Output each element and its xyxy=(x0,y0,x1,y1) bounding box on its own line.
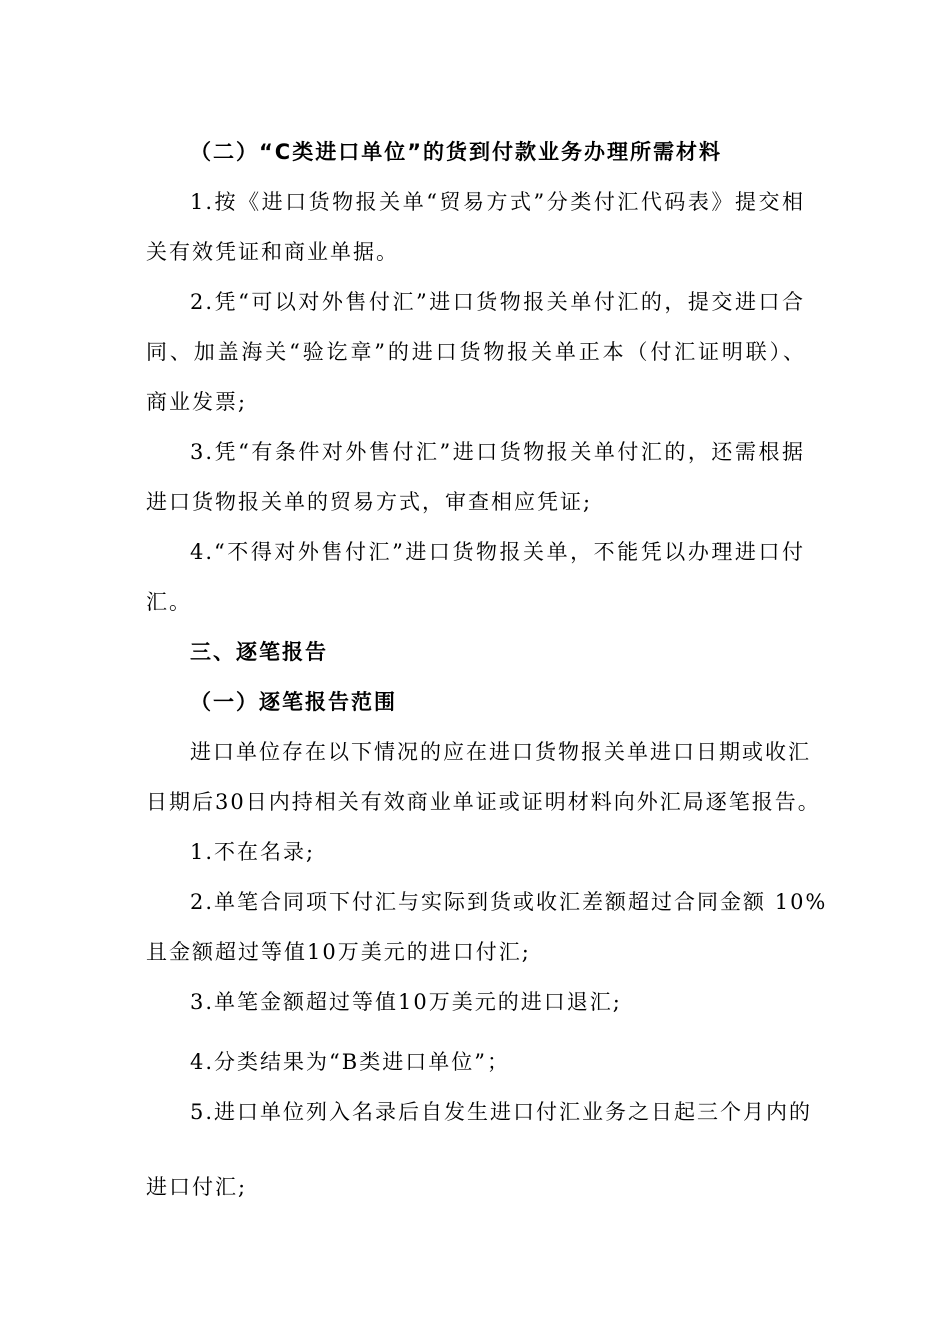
c-item4-line1: 4.“不得对外售付汇”进口货物报关单，不能凭以办理进口付 xyxy=(190,540,805,564)
intro-line1: 进口单位存在以下情况的应在进口货物报关单进口日期或收汇 xyxy=(190,740,811,764)
c-item3-line2: 进口货物报关单的贸易方式，审查相应凭证; xyxy=(146,490,593,514)
c-item2-line2: 同、加盖海关“验讫章”的进口货物报关单正本（付汇证明联）、 xyxy=(146,340,806,364)
r-item5-line1: 5.进口单位列入名录后自发生进口付汇业务之日起三个月内的 xyxy=(190,1100,813,1124)
r-item5-line2: 进口付汇; xyxy=(146,1175,248,1199)
section3-sub1-heading: （一）逐笔报告范围 xyxy=(190,690,397,714)
section-c-heading: （二）“C类进口单位”的货到付款业务办理所需材料 xyxy=(190,140,723,164)
section3-heading: 三、逐笔报告 xyxy=(190,640,328,664)
intro-line2: 日期后30日内持相关有效商业单证或证明材料向外汇局逐笔报告。 xyxy=(146,790,821,814)
c-item2-line1: 2.凭“可以对外售付汇”进口货物报关单付汇的，提交进口合 xyxy=(190,290,805,314)
c-item1-line2: 关有效凭证和商业单据。 xyxy=(146,240,399,264)
r-item4: 4.分类结果为“B类进口单位”； xyxy=(190,1050,510,1074)
c-item2-line3: 商业发票; xyxy=(146,390,248,414)
c-item4-line2: 汇。 xyxy=(146,590,192,614)
r-item2-line2: 且金额超过等值10万美元的进口付汇; xyxy=(146,940,531,964)
c-item1-line1: 1.按《进口货物报关单“贸易方式”分类付汇代码表》提交相 xyxy=(190,190,805,214)
r-item2-line1: 2.单笔合同项下付汇与实际到货或收汇差额超过合同金额 10% xyxy=(190,890,828,914)
r-item1: 1.不在名录; xyxy=(190,840,316,864)
c-item3-line1: 3.凭“有条件对外售付汇”进口货物报关单付汇的，还需根据 xyxy=(190,440,805,464)
r-item3: 3.单笔金额超过等值10万美元的进口退汇; xyxy=(190,990,622,1014)
